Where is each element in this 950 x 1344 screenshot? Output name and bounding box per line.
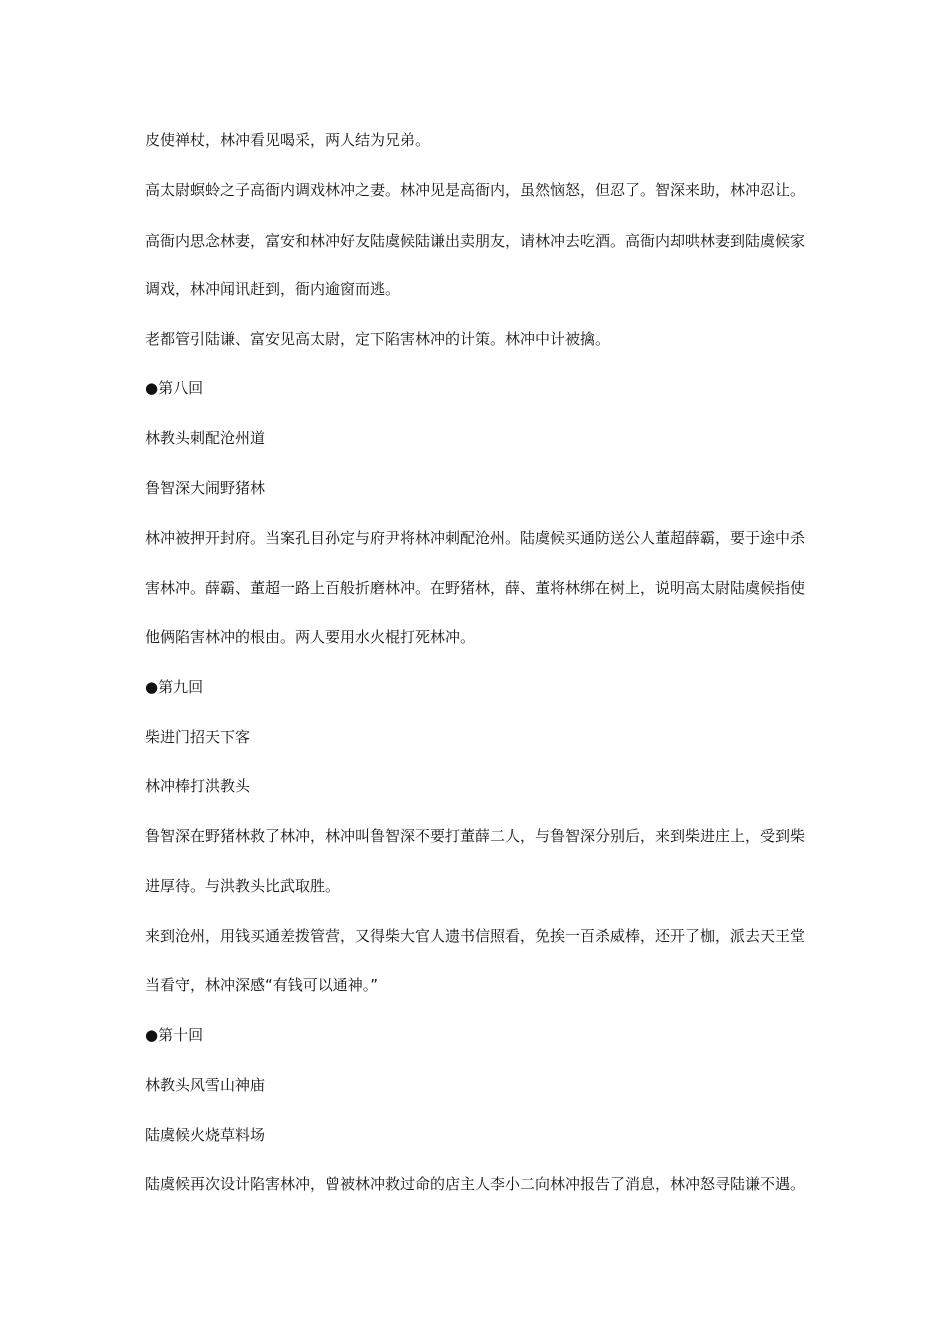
chapter-heading: ●第九回 — [145, 678, 204, 696]
text-line: 当看守，林冲深感“有钱可以通神。” — [145, 976, 379, 994]
chapter-subtitle: 林冲棒打洪教头 — [145, 777, 251, 795]
text-line: 林冲被押开封府。当案孔目孙定与府尹将林冲刺配沧州。陆虞候买通防送公人董超薛霸，要于途中杀 — [145, 529, 806, 547]
chapter-heading: ●第八回 — [145, 379, 204, 397]
text-line: 高太尉螟蛉之子高衙内调戏林冲之妻。林冲见是高衙内，虽然恼怒，但忍了。智深来助，林冲忍让。 — [145, 181, 806, 199]
text-line: 来到沧州，用钱买通差拨管营，又得柴大官人遗书信照看，免挨一百杀威棒，还开了枷，派去天王堂 — [145, 927, 806, 945]
chapter-subtitle: 柴进门招天下客 — [145, 728, 251, 746]
chapter-subtitle: 林教头刺配沧州道 — [145, 429, 266, 447]
text-line: 调戏，林冲闻讯赶到，衙内逾窗而逃。 — [145, 280, 401, 298]
chapter-subtitle: 鲁智深大闹野猪林 — [145, 479, 266, 497]
chapter-subtitle: 林教头风雪山神庙 — [145, 1076, 266, 1094]
text-line: 害林冲。薛霸、董超一路上百般折磨林冲。在野猪林，薛、董将林绑在树上，说明高太尉陆虞候指使 — [145, 579, 806, 597]
text-line: 老都管引陆谦、富安见高太尉，定下陷害林冲的计策。林冲中计被擒。 — [145, 330, 611, 348]
chapter-subtitle: 陆虞候火烧草料场 — [145, 1126, 266, 1144]
text-line: 高衙内思念林妻，富安和林冲好友陆虞候陆谦出卖朋友，请林冲去吃酒。高衙内却哄林妻到陆虞候家 — [145, 232, 806, 250]
text-line: 进厚待。与洪教头比武取胜。 — [145, 877, 341, 895]
chapter-heading: ●第十回 — [145, 1026, 204, 1044]
text-line: 鲁智深在野猪林救了林冲，林冲叫鲁智深不要打董薛二人，与鲁智深分别后，来到柴进庄上，受到柴 — [145, 827, 806, 845]
text-line: 他俩陷害林冲的根由。两人要用水火棍打死林冲。 — [145, 628, 476, 646]
text-line: 皮使禅杖，林冲看见喝采，两人结为兄弟。 — [145, 131, 431, 149]
text-line: 陆虞候再次设计陷害林冲，曾被林冲救过命的店主人李小二向林冲报告了消息，林冲怒寻陆谦不遇。 — [145, 1175, 806, 1193]
